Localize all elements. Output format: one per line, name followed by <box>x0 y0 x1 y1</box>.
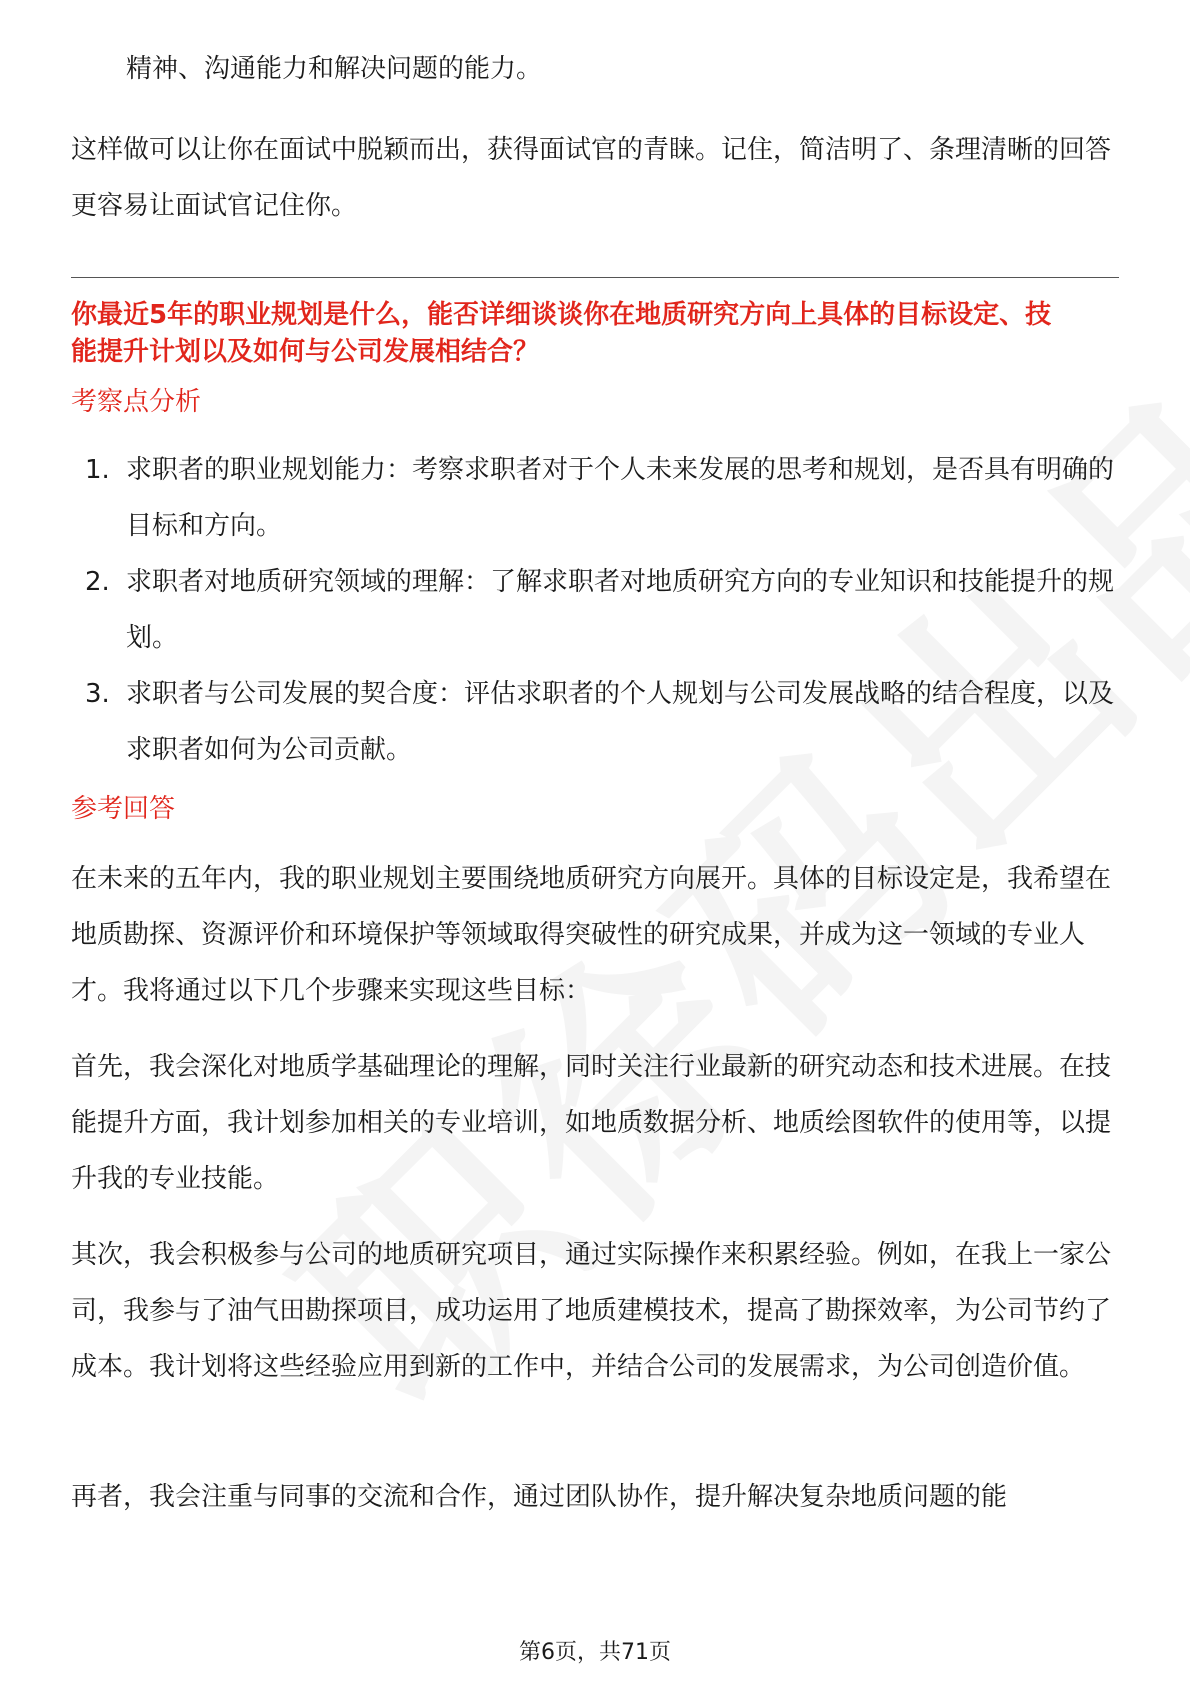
list-text: 求职者对地质研究领域的理解：了解求职者对地质研究方向的专业知识和技能提升的规划。 <box>126 567 1115 653</box>
section-divider <box>71 277 1119 278</box>
answer-paragraph: 在未来的五年内，我的职业规划主要围绕地质研究方向展开。具体的目标设定是，我希望在地质勘探、资源评价和环境保护等领域取得突破性的研究成果，并成为这一领域的专业人才。我将通过以下几个步骤来实现这些目标： <box>71 864 1112 1006</box>
analysis-list <box>71 442 1119 778</box>
list-text: 求职者与公司发展的契合度：评估求职者的个人规划与公司发展战略的结合程度，以及求职者如何为公司贡献。 <box>126 679 1115 765</box>
list-number: 2. <box>85 567 110 597</box>
answer-heading: 参考回答 <box>71 794 176 824</box>
analysis-heading: 考察点分析 <box>71 387 202 417</box>
answer-paragraph: 再者，我会注重与同事的交流和合作，通过团队协作，提升解决复杂地质问题的能 <box>71 1482 1008 1512</box>
list-item <box>71 554 1119 666</box>
continuation-text: 精神、沟通能力和解决问题的能力。 <box>126 54 543 84</box>
page-number: 第6页，共71页 <box>519 1640 671 1665</box>
answer-paragraph: 首先，我会深化对地质学基础理论的理解，同时关注行业最新的研究动态和技术进展。在技能提升方面，我计划参加相关的专业培训，如地质数据分析、地质绘图软件的使用等，以提升我的专业技能。 <box>71 1052 1112 1194</box>
question-heading: 你最近5年的职业规划是什么，能否详细谈谈你在地质研究方向上具体的目标设定、技能提升计划以及如何与公司发展相结合？ <box>71 300 1052 367</box>
answer-paragraph: 其次，我会积极参与公司的地质研究项目，通过实际操作来积累经验。例如，在我上一家公司，我参与了油气田勘探项目，成功运用了地质建模技术，提高了勘探效率，为公司节约了成本。我计划将这些经验应用到新的工作中，并结合公司的发展需求，为公司创造价值。 <box>71 1240 1112 1382</box>
list-number: 1. <box>85 455 110 485</box>
list-item <box>71 442 1119 554</box>
list-text: 求职者的职业规划能力：考察求职者对于个人未来发展的思考和规划，是否具有明确的目标和方向。 <box>126 455 1115 541</box>
list-number: 3. <box>85 679 110 709</box>
intro-paragraph: 这样做可以让你在面试中脱颖而出，获得面试官的青睐。记住，简洁明了、条理清晰的回答更容易让面试官记住你。 <box>71 135 1112 221</box>
list-item <box>71 666 1119 778</box>
